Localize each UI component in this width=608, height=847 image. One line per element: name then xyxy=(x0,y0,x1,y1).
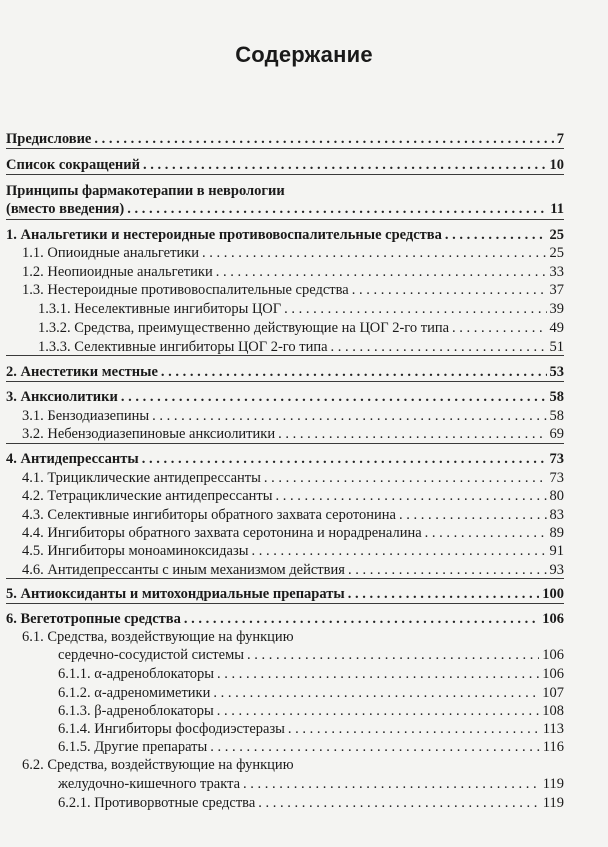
toc-entry-label: 4.1. Трициклические антидепрессанты xyxy=(22,470,261,486)
toc-leader-dots xyxy=(127,201,547,218)
toc-entry xyxy=(0,488,608,505)
toc-entry-label: 1.2. Неопиоидные анальгетики xyxy=(22,264,213,280)
section-divider xyxy=(6,578,564,579)
toc-leader-dots xyxy=(278,426,546,443)
toc-leader-dots xyxy=(284,301,546,318)
toc-entry-page: 107 xyxy=(542,685,564,701)
toc-entry-page: 51 xyxy=(549,339,564,355)
toc-entry-label: 6.1. Средства, воздействующие на функцию xyxy=(22,629,294,645)
toc-entry-page: 49 xyxy=(549,320,564,336)
toc-entry xyxy=(0,611,608,628)
toc-entry xyxy=(0,264,608,281)
toc-leader-dots xyxy=(348,562,547,579)
toc-leader-dots xyxy=(121,389,547,406)
toc-entry-page: 7 xyxy=(556,131,564,147)
toc-leader-dots xyxy=(217,666,539,683)
toc-entry-label: (вместо введения) xyxy=(6,201,125,217)
toc-entry-page: 80 xyxy=(549,488,564,504)
section-divider xyxy=(6,603,564,604)
toc-entry-label: 6.1.2. α-адреномиметики xyxy=(58,685,211,701)
toc-entry-page: 69 xyxy=(549,426,564,442)
toc-entry-label: 1.3.3. Селективные ингибиторы ЦОГ 2-го типа xyxy=(38,339,328,355)
toc-entry xyxy=(0,131,608,148)
toc-entry xyxy=(0,586,608,603)
toc-leader-dots xyxy=(243,776,540,793)
toc-entry-label: 6.1.1. α-адреноблокаторы xyxy=(58,666,214,682)
toc-entry xyxy=(0,685,608,702)
toc-entry xyxy=(0,451,608,468)
toc-entry-page: 116 xyxy=(542,739,564,755)
toc-entry-label: 1.1. Опиоидные анальгетики xyxy=(22,245,200,261)
toc-leader-dots xyxy=(216,264,547,281)
toc-entry xyxy=(0,795,608,812)
toc-leader-dots xyxy=(276,488,547,505)
toc-entry-page: 113 xyxy=(542,721,564,737)
toc-entry-page: 58 xyxy=(549,408,564,424)
toc-entry xyxy=(0,629,608,646)
toc-entry-label: сердечно-сосудистой системы xyxy=(58,647,244,663)
toc-entry xyxy=(0,320,608,337)
toc-entry-label: 1.3.2. Средства, преимущественно действующие на ЦОГ 2-го типа xyxy=(38,320,450,336)
toc-entry-page: 58 xyxy=(549,389,564,405)
toc-leader-dots xyxy=(331,339,547,356)
toc-entry xyxy=(0,364,608,381)
toc-entry xyxy=(0,282,608,299)
toc-entry xyxy=(0,757,608,774)
toc-entry xyxy=(0,525,608,542)
toc-entry-label: Принципы фармакотерапии в неврологии xyxy=(6,183,285,199)
toc-entry-page: 83 xyxy=(549,507,564,523)
toc-entry-label: 4.3. Селективные ингибиторы обратного захвата серотонина xyxy=(22,507,396,523)
toc-entry-page: 106 xyxy=(542,666,564,682)
toc-leader-dots xyxy=(452,320,546,337)
toc-entry-page: 37 xyxy=(549,282,564,298)
toc-entry xyxy=(0,301,608,318)
toc-entry xyxy=(0,776,608,793)
toc-leader-dots xyxy=(288,721,540,738)
toc-entry-page: 10 xyxy=(549,157,564,173)
toc-entry-label: Список сокращений xyxy=(6,157,140,173)
toc-entry-label: 1.3.1. Неселективные ингибиторы ЦОГ xyxy=(38,301,282,317)
toc-entry-label: желудочно-кишечного тракта xyxy=(58,776,241,792)
toc-leader-dots xyxy=(143,157,547,174)
toc-entry-page: 91 xyxy=(549,543,564,559)
toc-entry-page: 73 xyxy=(549,451,564,467)
toc-entry-label: Предисловие xyxy=(6,131,92,147)
toc-entry-label: 4. Антидепрессанты xyxy=(6,451,139,467)
toc-entry-page: 39 xyxy=(549,301,564,317)
page-title: Содержание xyxy=(235,42,373,67)
toc-leader-dots xyxy=(213,685,539,702)
toc-entry-page: 89 xyxy=(549,525,564,541)
toc-entry xyxy=(0,647,608,664)
toc-leader-dots xyxy=(251,543,546,560)
toc-entry xyxy=(0,157,608,174)
toc-entry xyxy=(0,201,608,218)
toc-leader-dots xyxy=(217,703,540,720)
toc-entry-label: 3.2. Небензодиазепиновые анксиолитики xyxy=(22,426,276,442)
toc-entry-label: 2. Анестетики местные xyxy=(6,364,158,380)
toc-leader-dots xyxy=(210,739,540,756)
toc-entry-label: 3.1. Бензодиазепины xyxy=(22,408,150,424)
toc-entry xyxy=(0,183,608,200)
toc-entry xyxy=(0,739,608,756)
toc-entry-label: 3. Анксиолитики xyxy=(6,389,118,405)
toc-entry-label: 4.2. Тетрациклические антидепрессанты xyxy=(22,488,273,504)
toc-entry-label: 6. Вегетотропные средства xyxy=(6,611,181,627)
toc-entry xyxy=(0,703,608,720)
section-divider xyxy=(6,355,564,356)
toc-entry-label: 1. Анальгетики и нестероидные противовоспалительные средства xyxy=(6,227,442,243)
toc-entry xyxy=(0,227,608,244)
toc-entry-page: 73 xyxy=(549,470,564,486)
toc-entry-page: 33 xyxy=(549,264,564,280)
toc-entry-label: 4.6. Антидепрессанты с иным механизмом действия xyxy=(22,562,345,578)
toc-entry-page: 25 xyxy=(549,245,564,261)
toc-entry-page: 100 xyxy=(542,586,564,602)
toc-leader-dots xyxy=(142,451,547,468)
toc-entry xyxy=(0,339,608,356)
toc-entry-page: 106 xyxy=(542,647,564,663)
toc-entry-label: 6.1.3. β-адреноблокаторы xyxy=(58,703,214,719)
toc-leader-dots xyxy=(184,611,539,628)
toc-entry xyxy=(0,721,608,738)
toc-leader-dots xyxy=(152,408,546,425)
toc-entry-page: 93 xyxy=(549,562,564,578)
toc-leader-dots xyxy=(258,795,540,812)
toc-leader-dots xyxy=(348,586,540,603)
toc-entry xyxy=(0,470,608,487)
toc-entry-page: 106 xyxy=(542,611,564,627)
toc-leader-dots xyxy=(202,245,546,262)
toc-leader-dots xyxy=(445,227,547,244)
toc-entry xyxy=(0,426,608,443)
toc-entry-page: 25 xyxy=(549,227,564,243)
toc-entry xyxy=(0,507,608,524)
toc-entry xyxy=(0,245,608,262)
toc-entry-page: 53 xyxy=(549,364,564,380)
toc-entry-label: 6.2.1. Противорвотные средства xyxy=(58,795,256,811)
toc-entry-page: 11 xyxy=(550,201,564,217)
toc-entry-label: 6.1.5. Другие препараты xyxy=(58,739,208,755)
section-divider xyxy=(6,148,564,149)
section-divider xyxy=(6,174,564,175)
toc-entry-label: 6.2. Средства, воздействующие на функцию xyxy=(22,757,294,773)
toc-leader-dots xyxy=(352,282,547,299)
toc-entry-page: 108 xyxy=(542,703,564,719)
toc-entry xyxy=(0,543,608,560)
toc-entry-label: 4.5. Ингибиторы моноаминоксидазы xyxy=(22,543,249,559)
toc-entry xyxy=(0,408,608,425)
toc-entry xyxy=(0,389,608,406)
toc-leader-dots xyxy=(247,647,539,664)
toc-leader-dots xyxy=(399,507,547,524)
section-divider xyxy=(6,219,564,220)
section-divider xyxy=(6,381,564,382)
toc-leader-dots xyxy=(425,525,547,542)
toc-entry-page: 119 xyxy=(542,776,564,792)
toc-leader-dots xyxy=(94,131,553,148)
toc-entry xyxy=(0,666,608,683)
toc-entry xyxy=(0,562,608,579)
toc-leader-dots xyxy=(264,470,547,487)
toc-entry-label: 4.4. Ингибиторы обратного захвата серотонина и норадреналина xyxy=(22,525,422,541)
toc-leader-dots xyxy=(161,364,547,381)
toc-entry-page: 119 xyxy=(542,795,564,811)
toc-entry-label: 6.1.4. Ингибиторы фосфодиэстеразы xyxy=(58,721,285,737)
section-divider xyxy=(6,443,564,444)
toc-entry-label: 1.3. Нестероидные противовоспалительные средства xyxy=(22,282,349,298)
toc-entry-label: 5. Антиоксиданты и митохондриальные препараты xyxy=(6,586,345,602)
